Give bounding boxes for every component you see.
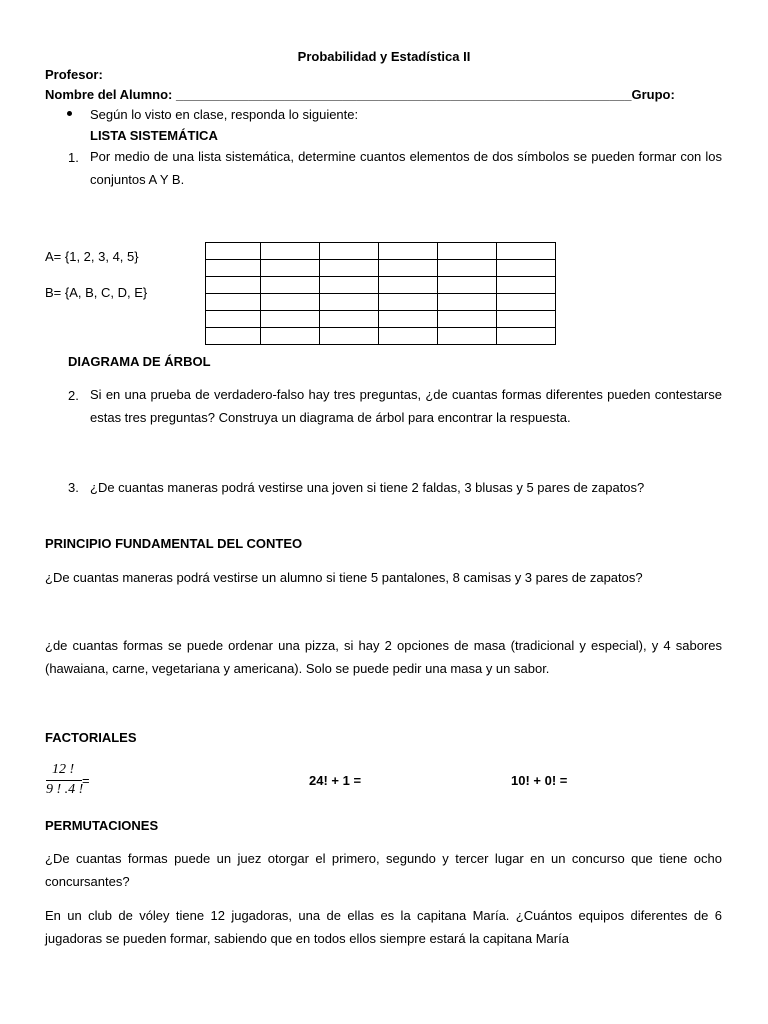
grid-row	[206, 260, 556, 277]
q3-text: ¿De cuantas maneras podrá vestirse una joven si tiene 2 faldas, 3 blusas y 5 pares de zapatos?	[90, 480, 645, 495]
grid-row	[206, 311, 556, 328]
permutaciones-heading: PERMUTACIONES	[45, 818, 159, 833]
q1-number: 1.	[68, 150, 79, 165]
permutaciones-q2-text: En un club de vóley tiene 12 jugadoras, una de ellas es la capitana María. ¿Cuántos equipos diferentes de 6 jugadoras se pueden formar, sabiendo que en todos ellos siempre estará la capitana María	[45, 908, 722, 946]
fraction-numerator: 12 !	[52, 762, 75, 777]
fraction-bar	[46, 780, 82, 781]
set-b: B= {A, B, C, D, E}	[45, 285, 148, 300]
answer-grid	[205, 242, 556, 345]
q3-number: 3.	[68, 480, 79, 495]
intro-instruction: Según lo visto en clase, responda lo siguiente:	[90, 107, 359, 122]
grid-row	[206, 277, 556, 294]
permutaciones-q1-text: ¿De cuantas formas puede un juez otorgar el primero, segundo y tercer lugar en un concurso que tiene ocho concursantes?	[45, 851, 722, 889]
q2-number: 2.	[68, 388, 79, 403]
student-name-line: Nombre del Alumno: _______________________________________________________________Grupo:	[45, 87, 675, 102]
lista-heading: LISTA SISTEMÁTICA	[90, 128, 218, 143]
factoriales-heading: FACTORIALES	[45, 730, 137, 745]
fraction-equals: =	[82, 773, 90, 788]
conteo-q1-text: ¿De cuantas maneras podrá vestirse un alumno si tiene 5 pantalones, 8 camisas y 3 pares de zapatos?	[45, 570, 643, 585]
conteo-q2-text: ¿de cuantas formas se puede ordenar una pizza, si hay 2 opciones de masa (tradicional y especial), y 4 sabores (hawaiana, carne, vegetariana y americana). Solo se puede pedir una masa y un sabor.	[45, 638, 722, 676]
arbol-heading: DIAGRAMA DE ÁRBOL	[68, 354, 211, 369]
grid-row	[206, 328, 556, 345]
profesor-label: Profesor:	[45, 67, 103, 82]
factorial-expression-2: 24! + 1 =	[309, 773, 362, 788]
conteo-heading: PRINCIPIO FUNDAMENTAL DEL CONTEO	[45, 536, 303, 551]
fraction-denominator: 9 ! .4 !	[46, 782, 84, 797]
grid-row	[206, 243, 556, 260]
set-a: A= {1, 2, 3, 4, 5}	[45, 249, 139, 264]
grid-row	[206, 294, 556, 311]
q1-text: Por medio de una lista sistemática, determine cuantos elementos de dos símbolos se pueden formar con los conjuntos A Y B.	[90, 149, 722, 187]
bullet-icon	[67, 111, 72, 116]
q2-text: Si en una prueba de verdadero-falso hay tres preguntas, ¿de cuantas formas diferentes pueden contestarse estas tres preguntas? Construya un diagrama de árbol para encontrar la respuesta.	[90, 387, 722, 425]
document-title: Probabilidad y Estadística II	[297, 49, 471, 64]
factorial-expression-3: 10! + 0! =	[511, 773, 568, 788]
